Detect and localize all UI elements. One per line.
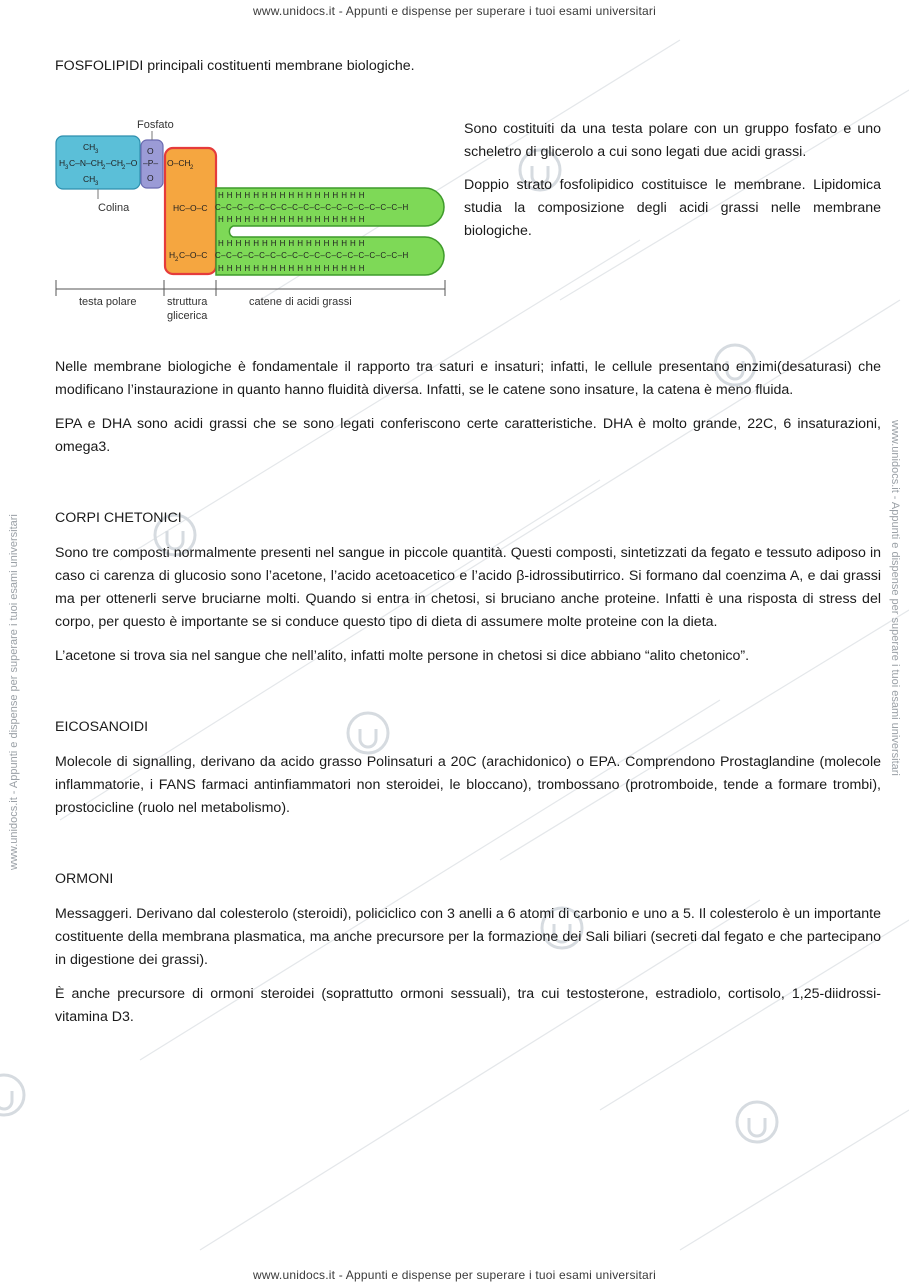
chains-label: catene di acidi grassi xyxy=(249,296,352,308)
section-fosfolipidi-text xyxy=(55,356,881,459)
watermark-logo-icon xyxy=(737,1102,777,1142)
svg-text:O–CH: O–CH xyxy=(167,158,191,168)
paragraph: Molecole di signalling, derivano da acido grasso Polinsaturi a 20C (arachidonico) o EPA. Comprendono Prostaglandine (molecole inflammatorie, i FANS farmaci antinfiammatori non steroidei, le bloccano), trombossano (protromboide, tende a formare trombi), prostocicline (ruolo nel metabolismo). xyxy=(55,754,881,816)
svg-text:HC–O–C: HC–O–C xyxy=(173,203,208,213)
section-ormoni xyxy=(55,869,881,1029)
svg-text:C–O–C: C–O–C xyxy=(179,250,208,260)
watermark-header[interactable]: www.unidocs.it - Appunti e dispense per superare i tuoi esami universitari xyxy=(253,4,656,18)
paragraph: Messaggeri. Derivano dal colesterolo (steroidi), policiclico con 3 anelli a 6 atomi di carbonio e uno a 5. Il colesterolo è un importante costituente della membrana plasmatica, ma anche precursore per la formazione dei Sali biliari (secreti dal fegato e che partecipano in digestione dei grassi). xyxy=(55,906,881,968)
svg-text:O: O xyxy=(147,173,154,183)
paragraph: È anche precursore di ormoni steroidei (soprattutto ormoni sessuali), tra cui testosterone, estradiolo, cortisolo, 1,25-diidrossi-vitamina D3. xyxy=(55,986,881,1025)
svg-text:O: O xyxy=(147,146,154,156)
glycerol-label-line1: struttura xyxy=(167,296,208,308)
svg-text:2: 2 xyxy=(175,257,179,263)
heading-eicosanoidi: EICOSANOIDI xyxy=(55,719,149,735)
paragraph: L’acetone si trova sia nel sangue che nell’alito, infatti molte persone in chetosi si dice abbiano “alito chetonico”. xyxy=(55,648,750,664)
watermark-logo-icon xyxy=(0,1075,24,1115)
svg-text:3: 3 xyxy=(65,165,69,171)
svg-text:H H H H H H H H H H H H H H H: H H H H H H H H H H H H H H H H H xyxy=(218,191,365,200)
watermark-footer[interactable]: www.unidocs.it - Appunti e dispense per superare i tuoi esami universitari xyxy=(253,1268,656,1282)
svg-text:C–N–CH: C–N–CH xyxy=(69,158,104,168)
svg-text:2: 2 xyxy=(102,165,106,171)
svg-text:2: 2 xyxy=(190,165,194,171)
svg-text:3: 3 xyxy=(95,181,99,187)
heading-corpi-chetonici: CORPI CHETONICI xyxy=(55,510,182,526)
svg-text:–O: –O xyxy=(126,158,138,168)
svg-text:3: 3 xyxy=(95,149,99,155)
phospholipid-diagram xyxy=(55,84,450,324)
section-corpi-chetonici xyxy=(55,508,881,668)
paragraph: Sono costituiti da una testa polare con un gruppo fosfato e uno scheletro di glicerolo a cui sono legati due acidi grassi. xyxy=(464,121,881,160)
svg-text:CH: CH xyxy=(83,174,96,184)
heading-ormoni: ORMONI xyxy=(55,871,114,887)
paragraph: Nelle membrane biologiche è fondamentale il rapporto tra saturi e insaturi; infatti, le cellule presentano enzimi(desaturasi) che modificano l’instaurazione in quanto hanno fluidità diversa. Infatti, se le catene sono insature, la catena è meno fluida. xyxy=(55,359,881,398)
svg-text:C–C–C–C–C–C–C–C–C–C–C–C–C–C–C–: C–C–C–C–C–C–C–C–C–C–C–C–C–C–C–C–C–H xyxy=(215,203,409,212)
svg-text:CH: CH xyxy=(83,142,96,152)
section-eicosanoidi xyxy=(55,717,881,820)
svg-text:H H H H H H H H H H H H H H H: H H H H H H H H H H H H H H H H H xyxy=(218,239,365,248)
phospholipid-description xyxy=(464,84,881,253)
glycerol-label-line2: glicerica xyxy=(167,310,208,322)
fatty-acid-chains xyxy=(216,188,444,275)
polar-head-label: testa polare xyxy=(79,296,137,308)
svg-text:H: H xyxy=(169,250,176,260)
svg-text:H H H H H H H H H H H H H H H: H H H H H H H H H H H H H H H H H xyxy=(218,215,365,224)
choline-label: Colina xyxy=(98,202,130,214)
phospholipid-figure-row xyxy=(55,84,881,324)
paragraph: Sono tre composti normalmente presenti nel sangue in piccole quantità. Questi composti, sintetizzati da fegato e tessuto adiposo in caso ci carenza di glucosio sono l’acetone, l’acido acetoacetico e l’acido β-idrossibutirrico. Si formano dal coenzima A, e dai grassi ma per ottenerli serve bruciarne molti. Quando si entra in chetosi, si bruciano anche proteine. Infatti è una risposta di stress del corpo, per questo è importante se si conduce questo tipo di dieta di assumere molte proteine con la dieta. xyxy=(55,545,881,630)
svg-text:C–C–C–C–C–C–C–C–C–C–C–C–C–C–C–: C–C–C–C–C–C–C–C–C–C–C–C–C–C–C–C–C–H xyxy=(215,251,409,260)
watermark-side-left: www.unidocs.it - Appunti e dispense per superare i tuoi esami universitari xyxy=(8,514,20,870)
heading-fosfolipidi: FOSFOLIPIDI principali costituenti membrane biologiche. xyxy=(55,58,415,74)
paragraph: EPA e DHA sono acidi grassi che se sono legati conferiscono certe caratteristiche. DHA è molto grande, 22C, 6 insaturazioni, omega3. xyxy=(55,416,881,455)
svg-text:–P–: –P– xyxy=(143,158,159,168)
phosphate-label: Fosfato xyxy=(137,119,174,131)
svg-text:H: H xyxy=(59,158,66,168)
svg-text:–CH: –CH xyxy=(106,158,124,168)
document-body xyxy=(55,56,881,1040)
paragraph: Doppio strato fosfolipidico costituisce le membrane. Lipidomica studia la composizione degli acidi grassi nelle membrane biologiche. xyxy=(464,177,881,239)
svg-text:H H H H H H H H H H H H H H H: H H H H H H H H H H H H H H H H H xyxy=(218,264,365,273)
svg-text:2: 2 xyxy=(122,165,126,171)
watermark-side-right: www.unidocs.it - Appunti e dispense per superare i tuoi esami universitari xyxy=(889,420,901,776)
